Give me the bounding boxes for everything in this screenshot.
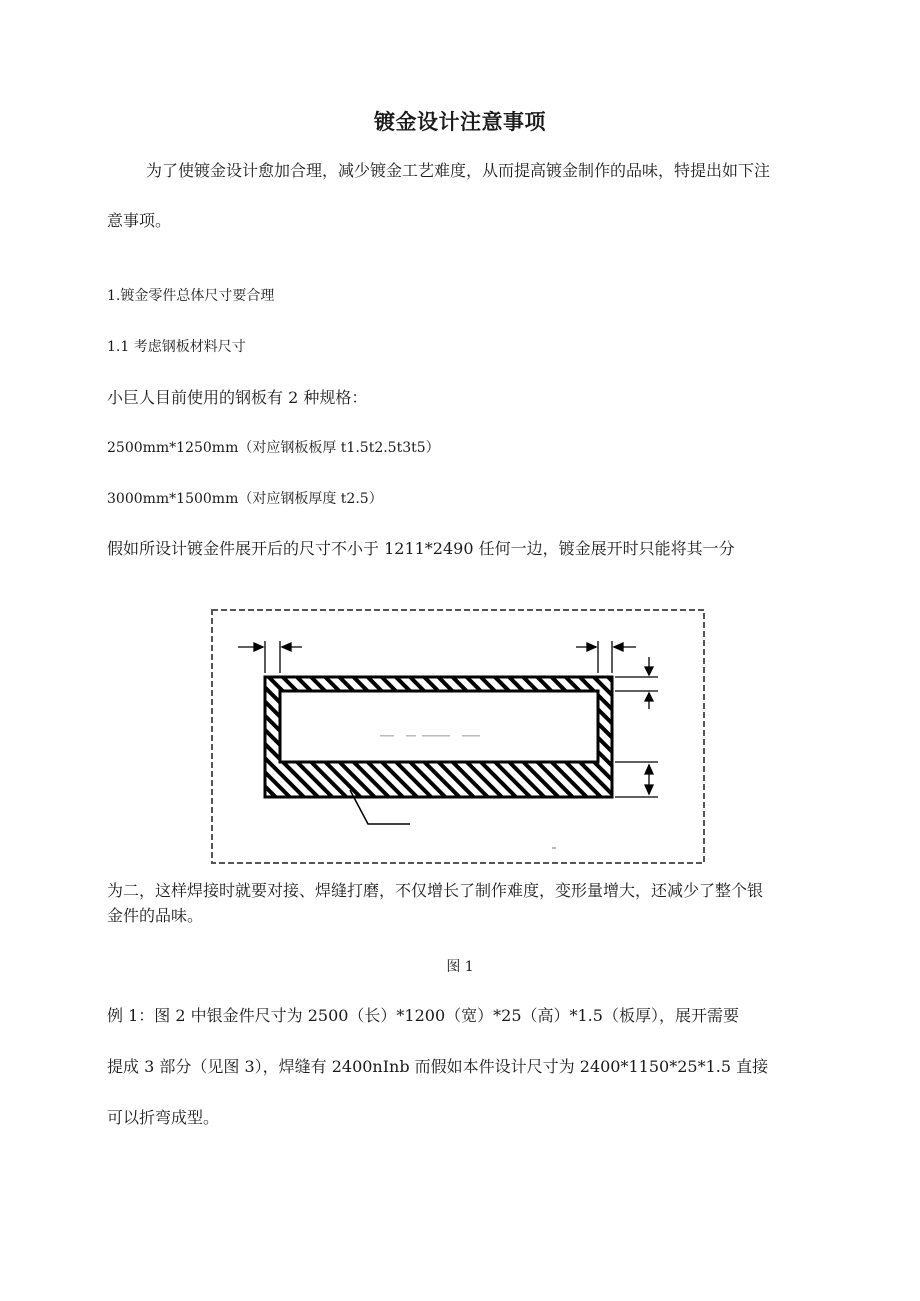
spec-line-1: 2500mm*1250mm（对应钢板板厚 t1.5t2.5t3t5） [107,440,440,456]
intro-paragraph-line-1: 为了使镀金设计愈加合理，减少镀金工艺难度，从而提高镀金制作的品味，特提出如下注 [146,161,771,180]
spec-intro: 小巨人目前使用的钢板有 2 种规格： [107,388,368,407]
after-figure-line-2: 金件的品味。 [107,906,204,925]
hatched-section [265,677,612,797]
intro-paragraph-line-2: 意事项。 [107,211,172,230]
example-line-1: 例 1：图 2 中银金件尺寸为 2500（长）*1200（宽）*25（高）*1.5（板厚），展开需要 [107,1006,739,1025]
section-heading-1: 1.镀金零件总体尺寸要合理 [107,288,275,304]
figure-caption: 图 1 [446,959,474,975]
section-heading-1-1: 1.1 考虑钢板材料尺寸 [107,339,246,355]
dimension-left-thickness [238,641,302,673]
dimension-top-flange [615,657,658,709]
dimension-bottom-flange [615,762,658,797]
spec-line-2: 3000mm*1500mm（对应钢板厚度 t2.5） [107,491,383,507]
after-figure-line-1: 为二，这样焊接时就要对接、焊缝打磨，不仅增长了制作难度，变形量增大，还减少了整个银 [107,881,764,900]
page-title: 镀金设计注意事项 [374,110,546,134]
split-paragraph: 假如所设计镀金件展开后的尺寸不小于 1211*2490 任何一边，镀金展开时只能将其一分 [107,539,735,558]
example-line-2: 提成 3 部分（见图 3），焊缝有 2400nInb 而假如本件设计尺寸为 2400*1150*25*1.5 直接 [107,1057,769,1076]
figure-1-weld-drawing [210,607,708,867]
dimension-right-thickness [576,641,636,673]
example-line-3: 可以折弯成型。 [107,1108,220,1127]
